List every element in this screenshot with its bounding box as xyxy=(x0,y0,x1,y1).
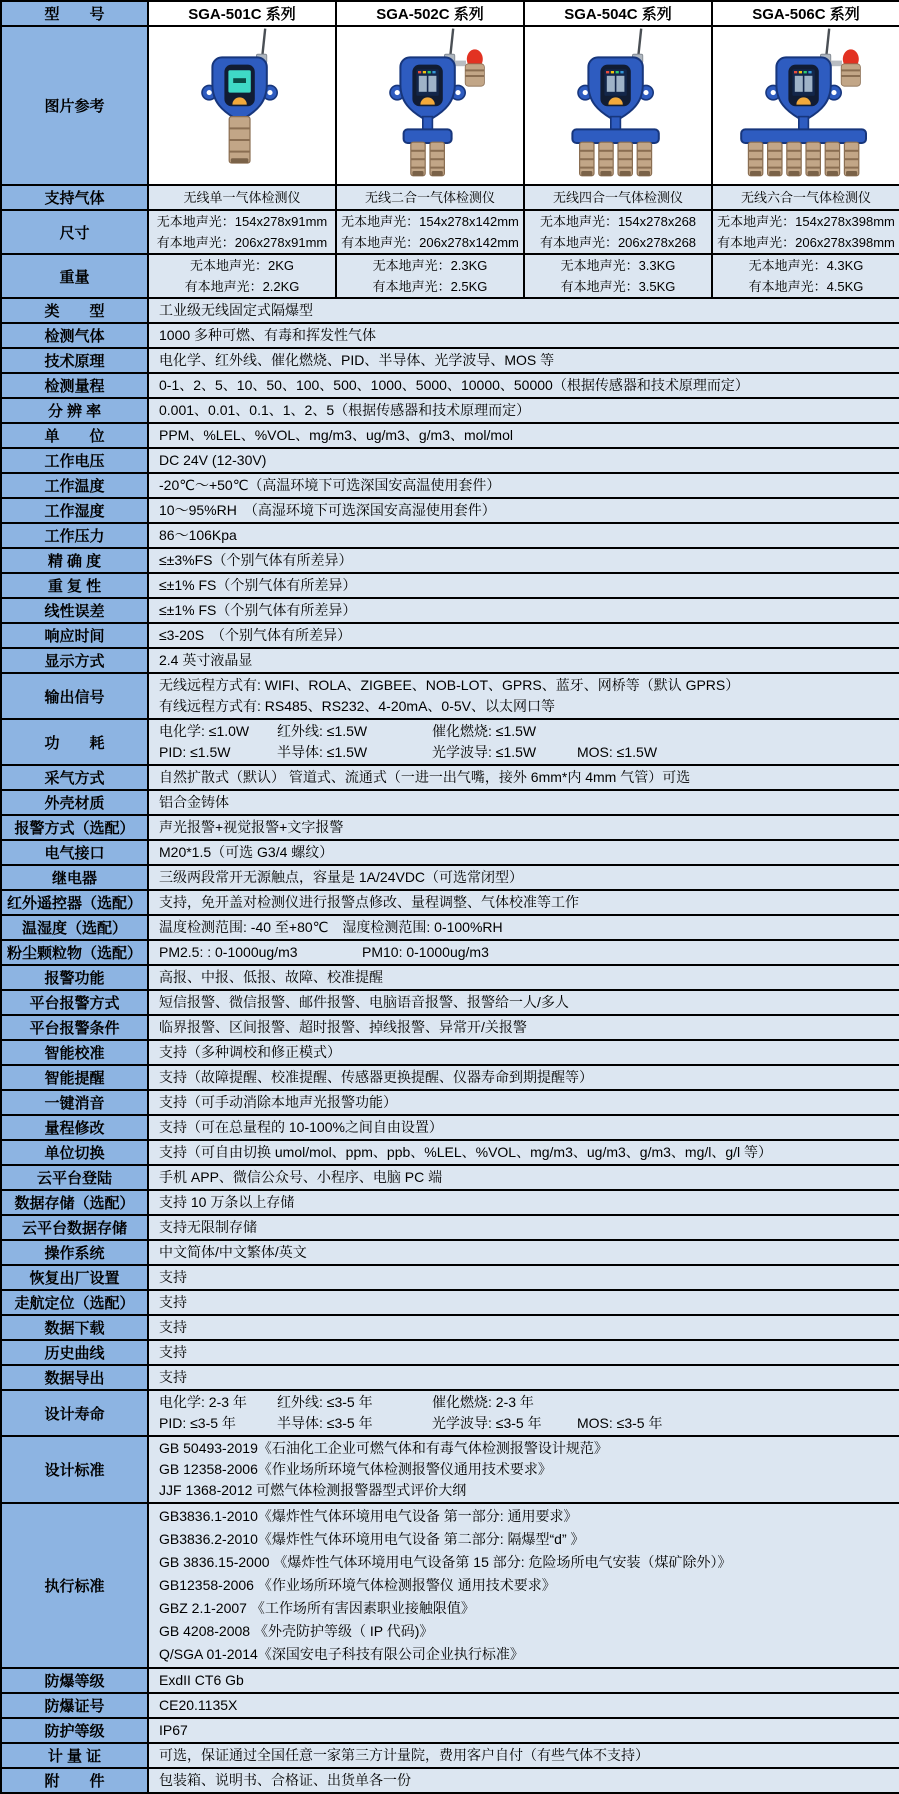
spec-row xyxy=(1,1065,899,1090)
row-value xyxy=(148,1668,899,1693)
value-line: 0-1、2、5、10、50、100、500、1000、5000、10000、50000（根据传感器和技术原理而定） xyxy=(159,377,749,393)
weight-value: 无本地声光：2.3KG xyxy=(372,258,488,273)
gas-type-cell xyxy=(712,185,899,210)
weight-value: 无本地声光：2KG xyxy=(189,258,294,273)
spec-row xyxy=(1,448,899,473)
row-value xyxy=(148,1140,899,1165)
gas-type: 无线单一气体检测仪 xyxy=(183,190,301,205)
value-line: 短信报警、微信报警、邮件报警、电脑语音报警、报警给一人/多人 xyxy=(159,994,569,1010)
spec-row xyxy=(1,298,899,323)
value-line: JJF 1368-2012 可燃气体检测报警器型式评价大纲 xyxy=(159,1482,467,1498)
value-line: 铝合金铸体 xyxy=(159,794,229,810)
row-label: 历史曲线 xyxy=(1,1340,148,1365)
value-line: 高报、中报、低报、故障、校准提醒 xyxy=(159,969,383,985)
row-value xyxy=(148,523,899,548)
row-label: 电气接口 xyxy=(1,840,148,865)
value-segment: 半导体: ≤1.5W xyxy=(277,744,368,760)
row-value xyxy=(148,865,899,890)
size-cell xyxy=(336,210,524,254)
row-value xyxy=(148,1743,899,1768)
weight-value: 有本地声光：4.5KG xyxy=(748,279,864,294)
weight-cell xyxy=(712,254,899,298)
value-line: 中文简体/中文繁体/英文 xyxy=(159,1244,307,1260)
value-line: 手机 APP、微信公众号、小程序、电脑 PC 端 xyxy=(159,1169,443,1185)
model-row-label: 型 号 xyxy=(1,1,148,26)
value-line: 支持 xyxy=(159,1344,187,1360)
row-label: 设计标准 xyxy=(1,1436,148,1503)
spec-row xyxy=(1,790,899,815)
weight-value: 无本地声光：3.3KG xyxy=(560,258,676,273)
weight-cell xyxy=(148,254,336,298)
model-name: SGA-504C 系列 xyxy=(524,1,712,26)
spec-row xyxy=(1,1503,899,1668)
spec-row xyxy=(1,1190,899,1215)
spec-row xyxy=(1,1436,899,1503)
row-label: 执行标准 xyxy=(1,1503,148,1668)
gas-detector-image xyxy=(337,27,523,179)
spec-row xyxy=(1,423,899,448)
row-value xyxy=(148,1115,899,1140)
value-line xyxy=(159,1413,889,1434)
weight-cell xyxy=(336,254,524,298)
row-value xyxy=(148,1065,899,1090)
row-label: 输出信号 xyxy=(1,673,148,719)
model-name: SGA-506C 系列 xyxy=(712,1,899,26)
value-line: 支持，免开盖对检测仪进行报警点修改、量程调整、气体校准等工作 xyxy=(159,894,579,910)
row-label: 一键消音 xyxy=(1,1090,148,1115)
spec-row xyxy=(1,498,899,523)
size-value: 有本地声光：206x278x398mm xyxy=(717,235,895,250)
row-label: 量程修改 xyxy=(1,1115,148,1140)
row-value xyxy=(148,1436,899,1503)
weight-cell xyxy=(524,254,712,298)
row-value xyxy=(148,1390,899,1436)
value-line: CE20.1135X xyxy=(159,1697,238,1713)
row-label: 技术原理 xyxy=(1,348,148,373)
row-value xyxy=(148,915,899,940)
size-cell xyxy=(524,210,712,254)
row-label: 防护等级 xyxy=(1,1718,148,1743)
row-value xyxy=(148,1768,899,1793)
value-line: 支持（可手动消除本地声光报警功能） xyxy=(159,1094,397,1110)
row-value xyxy=(148,448,899,473)
row-label: 类 型 xyxy=(1,298,148,323)
size-value: 无本地声光：154x278x142mm xyxy=(341,214,519,229)
size-value: 有本地声光：206x278x268 xyxy=(539,235,697,250)
row-value xyxy=(148,840,899,865)
spec-row xyxy=(1,398,899,423)
weight-row xyxy=(1,254,899,298)
row-label: 平台报警方式 xyxy=(1,990,148,1015)
value-line: 可选，保证通过全国任意一家第三方计量院，费用客户自付（有些气体不支持） xyxy=(159,1747,649,1763)
spec-row xyxy=(1,1668,899,1693)
row-label: 图片参考 xyxy=(1,26,148,185)
row-label: 精 确 度 xyxy=(1,548,148,573)
spec-row xyxy=(1,1040,899,1065)
gas-type: 无线四合一气体检测仪 xyxy=(552,190,683,205)
row-label: 重 复 性 xyxy=(1,573,148,598)
value-line: 有线远程方式有: RS485、RS232、4-20mA、0-5V、以太网口等 xyxy=(159,698,555,714)
row-value xyxy=(148,965,899,990)
row-value xyxy=(148,1503,899,1668)
spec-row xyxy=(1,548,899,573)
spec-row xyxy=(1,348,899,373)
row-label: 粉尘颗粒物（选配） xyxy=(1,940,148,965)
value-line: 支持（可自由切换 umol/mol、ppm、ppb、%LEL、%VOL、mg/m3、ug/m3、g/m3、mg/l、g/l 等） xyxy=(159,1144,773,1160)
row-label: 响应时间 xyxy=(1,623,148,648)
row-value xyxy=(148,765,899,790)
row-label: 工作压力 xyxy=(1,523,148,548)
size-cell xyxy=(148,210,336,254)
value-line: 支持无限制存储 xyxy=(159,1219,257,1235)
value-line: 0.001、0.01、0.1、1、2、5（根据传感器和技术原理而定） xyxy=(159,402,531,418)
value-line: 1000 多种可燃、有毒和挥发性气体 xyxy=(159,327,377,343)
row-label: 云平台数据存储 xyxy=(1,1215,148,1240)
value-line: ≤3-20S （个别气体有所差异） xyxy=(159,627,352,643)
row-value xyxy=(148,598,899,623)
row-value xyxy=(148,1340,899,1365)
value-line: 电化学、红外线、催化燃烧、PID、半导体、光学波导、MOS 等 xyxy=(159,352,555,368)
spec-row xyxy=(1,373,899,398)
spec-row xyxy=(1,1315,899,1340)
value-line xyxy=(159,721,889,742)
size-cell xyxy=(712,210,899,254)
row-value xyxy=(148,719,899,765)
gas-detector-image xyxy=(713,27,899,179)
row-label: 单位切换 xyxy=(1,1140,148,1165)
row-value xyxy=(148,1315,899,1340)
value-segment: 催化燃烧: 2-3 年 xyxy=(432,1394,534,1410)
spec-row xyxy=(1,1768,899,1793)
value-line: M20*1.5（可选 G3/4 螺纹） xyxy=(159,844,334,860)
row-label: 数据下载 xyxy=(1,1315,148,1340)
spec-row xyxy=(1,1340,899,1365)
spec-row xyxy=(1,1390,899,1436)
row-value xyxy=(148,623,899,648)
row-value xyxy=(148,548,899,573)
spec-row xyxy=(1,1265,899,1290)
row-value xyxy=(148,1090,899,1115)
spec-row xyxy=(1,523,899,548)
row-label: 工作电压 xyxy=(1,448,148,473)
spec-row xyxy=(1,673,899,719)
spec-row xyxy=(1,865,899,890)
spec-row xyxy=(1,623,899,648)
size-value: 有本地声光：206x278x91mm xyxy=(156,235,328,250)
spec-row xyxy=(1,840,899,865)
row-value xyxy=(148,473,899,498)
row-value xyxy=(148,1718,899,1743)
row-value xyxy=(148,815,899,840)
row-label: 温湿度（选配） xyxy=(1,915,148,940)
row-label: 附 件 xyxy=(1,1768,148,1793)
value-line: 无线远程方式有: WIFI、ROLA、ZIGBEE、NOB-LOT、GPRS、蓝牙、网桥等（默认 GPRS） xyxy=(159,677,740,693)
spec-row xyxy=(1,719,899,765)
row-value xyxy=(148,348,899,373)
value-line: IP67 xyxy=(159,1722,188,1738)
spec-row xyxy=(1,1215,899,1240)
value-line: 支持（故障提醒、校准提醒、传感器更换提醒、仪器寿命到期提醒等） xyxy=(159,1069,593,1085)
spec-row xyxy=(1,1115,899,1140)
value-line: GB 50493-2019《石油化工企业可燃气体和有毒气体检测报警设计规范》 xyxy=(159,1440,608,1456)
weight-value: 有本地声光：2.5KG xyxy=(372,279,488,294)
row-value xyxy=(148,648,899,673)
row-value xyxy=(148,423,899,448)
row-value xyxy=(148,573,899,598)
row-label: 采气方式 xyxy=(1,765,148,790)
row-value xyxy=(148,1040,899,1065)
row-value xyxy=(148,498,899,523)
row-label: 工作湿度 xyxy=(1,498,148,523)
size-value: 无本地声光：154x278x91mm xyxy=(156,214,328,229)
value-segment: PID: ≤3-5 年 xyxy=(159,1415,236,1431)
spec-row xyxy=(1,990,899,1015)
row-value xyxy=(148,790,899,815)
row-label: 防爆证号 xyxy=(1,1693,148,1718)
value-line: 支持（多种调校和修正模式） xyxy=(159,1044,341,1060)
value-line: 支持 10 万条以上存储 xyxy=(159,1194,295,1210)
row-label: 智能提醒 xyxy=(1,1065,148,1090)
value-line: GB12358-2006 《作业场所环境气体检测报警仪 通用技术要求》 xyxy=(159,1577,556,1593)
spec-row xyxy=(1,765,899,790)
spec-row xyxy=(1,1240,899,1265)
row-label: 外壳材质 xyxy=(1,790,148,815)
size-value: 无本地声光：154x278x398mm xyxy=(717,214,895,229)
spec-row xyxy=(1,323,899,348)
spec-row xyxy=(1,940,899,965)
value-line: 自然扩散式（默认） 管道式、流通式（一进一出气嘴，接外 6mm*内 4mm 气管）可选 xyxy=(159,769,691,785)
value-segment: 电化学: 2-3 年 xyxy=(159,1394,247,1410)
row-value xyxy=(148,1693,899,1718)
row-value xyxy=(148,1365,899,1390)
value-segment: MOS: ≤3-5 年 xyxy=(577,1415,663,1431)
spec-row xyxy=(1,890,899,915)
spec-row xyxy=(1,1693,899,1718)
spec-row xyxy=(1,1140,899,1165)
row-label: 数据存储（选配） xyxy=(1,1190,148,1215)
row-value xyxy=(148,1240,899,1265)
row-label: 计 量 证 xyxy=(1,1743,148,1768)
row-label: 报警功能 xyxy=(1,965,148,990)
value-segment: PM10: 0-1000ug/m3 xyxy=(362,944,489,960)
value-line: DC 24V (12-30V) xyxy=(159,452,267,468)
row-label: 数据导出 xyxy=(1,1365,148,1390)
value-segment: PM2.5: : 0-1000ug/m3 xyxy=(159,944,298,960)
value-line: 工业级无线固定式隔爆型 xyxy=(159,302,313,318)
value-line: PPM、%LEL、%VOL、mg/m3、ug/m3、g/m3、mol/mol xyxy=(159,427,513,443)
spec-row xyxy=(1,1290,899,1315)
value-line: -20℃～+50℃（高温环境下可选深国安高温使用套件） xyxy=(159,477,501,493)
row-label: 云平台登陆 xyxy=(1,1165,148,1190)
row-label: 功 耗 xyxy=(1,719,148,765)
value-line: GB 3836.15-2000 《爆炸性气体环境用电气设备第 15 部分: 危险场所电气安装（煤矿除外）》 xyxy=(159,1554,732,1570)
spec-body xyxy=(1,298,899,1793)
value-line xyxy=(159,943,889,962)
value-segment: 红外线: ≤3-5 年 xyxy=(277,1394,373,1410)
spec-row xyxy=(1,1743,899,1768)
row-label: 走航定位（选配） xyxy=(1,1290,148,1315)
row-label: 检测气体 xyxy=(1,323,148,348)
value-line: 2.4 英寸液晶显 xyxy=(159,652,253,668)
value-segment: MOS: ≤1.5W xyxy=(577,744,658,760)
value-segment: 光学波导: ≤1.5W xyxy=(432,744,537,760)
gas-detector-image xyxy=(525,27,711,179)
row-label: 线性误差 xyxy=(1,598,148,623)
value-line xyxy=(159,1392,889,1413)
value-segment: PID: ≤1.5W xyxy=(159,744,231,760)
size-row xyxy=(1,210,899,254)
product-image-cell xyxy=(148,26,336,185)
value-line: ≤±1% FS（个别气体有所差异） xyxy=(159,577,357,593)
row-value xyxy=(148,373,899,398)
size-value: 无本地声光：154x278x268 xyxy=(539,214,697,229)
value-line: 支持 xyxy=(159,1269,187,1285)
value-line: ≤±1% FS（个别气体有所差异） xyxy=(159,602,357,618)
gas-type-cell xyxy=(336,185,524,210)
row-value xyxy=(148,1165,899,1190)
product-image-cell xyxy=(524,26,712,185)
product-image-cell xyxy=(336,26,524,185)
spec-row xyxy=(1,965,899,990)
gas-type: 无线二合一气体检测仪 xyxy=(364,190,495,205)
value-line xyxy=(159,742,889,763)
spec-row xyxy=(1,915,899,940)
model-name: SGA-501C 系列 xyxy=(148,1,336,26)
value-segment: 电化学: ≤1.0W xyxy=(159,723,250,739)
spec-row xyxy=(1,815,899,840)
row-label: 防爆等级 xyxy=(1,1668,148,1693)
row-label: 操作系统 xyxy=(1,1240,148,1265)
value-line: 包装箱、说明书、合格证、出货单各一份 xyxy=(159,1772,411,1788)
row-label: 智能校准 xyxy=(1,1040,148,1065)
value-line: GB 4208-2008 《外壳防护等级（ IP 代码)》 xyxy=(159,1623,434,1639)
spec-row xyxy=(1,1015,899,1040)
gas-type: 无线六合一气体检测仪 xyxy=(740,190,871,205)
row-label: 报警方式（选配） xyxy=(1,815,148,840)
value-segment: 光学波导: ≤3-5 年 xyxy=(432,1415,542,1431)
row-value xyxy=(148,1265,899,1290)
spec-row xyxy=(1,1090,899,1115)
row-value xyxy=(148,673,899,719)
row-value xyxy=(148,1215,899,1240)
value-line: ≤±3%FS（个别气体有所差异） xyxy=(159,552,353,568)
row-value xyxy=(148,940,899,965)
value-line: 温度检测范围: -40 至+80℃ 湿度检测范围: 0-100%RH xyxy=(159,919,503,935)
gas-detector-image xyxy=(149,27,335,179)
row-value xyxy=(148,1290,899,1315)
spec-row xyxy=(1,1365,899,1390)
spec-row xyxy=(1,473,899,498)
row-label: 红外遥控器（选配） xyxy=(1,890,148,915)
value-line: 10～95%RH （高湿环境下可选深国安高湿使用套件） xyxy=(159,502,496,518)
value-line: GB3836.2-2010《爆炸性气体环境用电气设备 第二部分: 隔爆型“d” 》 xyxy=(159,1531,585,1547)
model-name: SGA-502C 系列 xyxy=(336,1,524,26)
row-value xyxy=(148,323,899,348)
value-line: GBZ 2.1-2007 《工作场所有害因素职业接触限值》 xyxy=(159,1600,475,1616)
row-label: 支持气体 xyxy=(1,185,148,210)
spec-row xyxy=(1,1718,899,1743)
row-value xyxy=(148,1190,899,1215)
value-line: GB 12358-2006《作业场所环境气体检测报警仪通用技术要求》 xyxy=(159,1461,552,1477)
value-segment: 催化燃烧: ≤1.5W xyxy=(432,723,537,739)
value-line: 支持（可在总量程的 10-100%之间自由设置） xyxy=(159,1119,443,1135)
value-line: 支持 xyxy=(159,1294,187,1310)
model-header-row xyxy=(1,1,899,26)
value-line: 支持 xyxy=(159,1319,187,1335)
row-value xyxy=(148,398,899,423)
row-label: 尺寸 xyxy=(1,210,148,254)
weight-value: 无本地声光：4.3KG xyxy=(748,258,864,273)
value-line: ExdII CT6 Gb xyxy=(159,1672,244,1688)
value-line: 支持 xyxy=(159,1369,187,1385)
value-segment: 半导体: ≤3-5 年 xyxy=(277,1415,373,1431)
row-value xyxy=(148,1015,899,1040)
spec-row xyxy=(1,598,899,623)
weight-value: 有本地声光：2.2KG xyxy=(184,279,300,294)
row-label: 设计寿命 xyxy=(1,1390,148,1436)
value-line: GB3836.1-2010《爆炸性气体环境用电气设备 第一部分: 通用要求》 xyxy=(159,1508,578,1524)
value-line: 三级两段常开无源触点，容量是 1A/24VDC（可选常闭型） xyxy=(159,869,524,885)
row-label: 平台报警条件 xyxy=(1,1015,148,1040)
value-line: 临界报警、区间报警、超时报警、掉线报警、异常开/关报警 xyxy=(159,1019,527,1035)
image-row xyxy=(1,26,899,185)
spec-row xyxy=(1,1165,899,1190)
row-label: 继电器 xyxy=(1,865,148,890)
product-image-cell xyxy=(712,26,899,185)
row-label: 分 辨 率 xyxy=(1,398,148,423)
gas-type-cell xyxy=(524,185,712,210)
row-value xyxy=(148,298,899,323)
value-line: 声光报警+视觉报警+文字报警 xyxy=(159,819,344,835)
value-line: 86～106Kpa xyxy=(159,527,237,543)
row-label: 单 位 xyxy=(1,423,148,448)
value-line: Q/SGA 01-2014《深国安电子科技有限公司企业执行标准》 xyxy=(159,1646,524,1662)
row-label: 显示方式 xyxy=(1,648,148,673)
row-label: 工作温度 xyxy=(1,473,148,498)
value-segment: 红外线: ≤1.5W xyxy=(277,723,368,739)
row-label: 检测量程 xyxy=(1,373,148,398)
row-label: 重量 xyxy=(1,254,148,298)
gas-row xyxy=(1,185,899,210)
gas-type-cell xyxy=(148,185,336,210)
row-label: 恢复出厂设置 xyxy=(1,1265,148,1290)
size-value: 有本地声光：206x278x142mm xyxy=(341,235,519,250)
row-value xyxy=(148,990,899,1015)
spec-row xyxy=(1,573,899,598)
weight-value: 有本地声光：3.5KG xyxy=(560,279,676,294)
spec-row xyxy=(1,648,899,673)
row-value xyxy=(148,890,899,915)
